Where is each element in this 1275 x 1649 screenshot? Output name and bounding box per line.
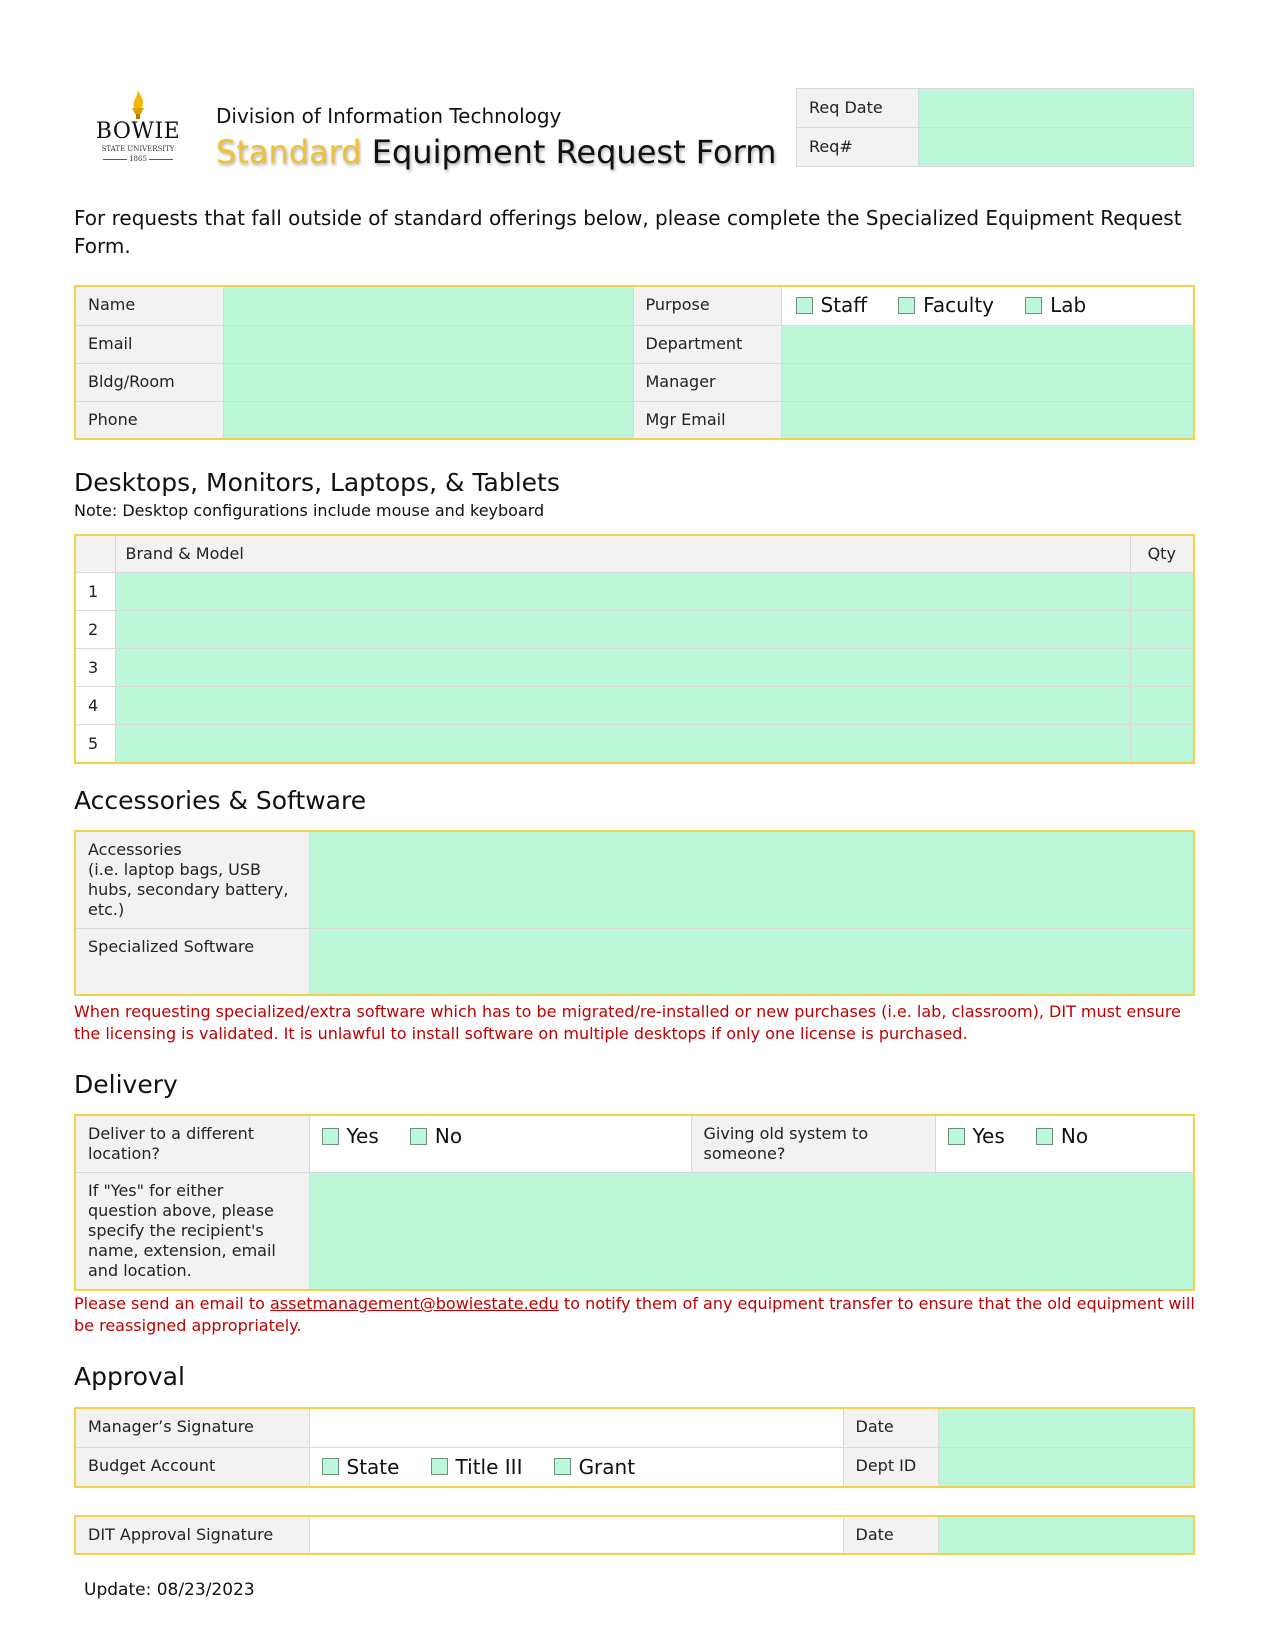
approval-date-label: Date xyxy=(843,1408,938,1447)
asset-management-email-link[interactable]: assetmanagement@bowiestate.edu xyxy=(269,1294,559,1313)
request-id-table xyxy=(796,88,1194,167)
row-number-header xyxy=(75,535,115,573)
delivery-heading: Delivery xyxy=(74,1070,178,1099)
accessories-field[interactable] xyxy=(309,831,1194,929)
grant-checkbox[interactable] xyxy=(554,1458,571,1475)
brand-model-field[interactable] xyxy=(115,649,1130,687)
email-label: Email xyxy=(75,325,223,363)
purpose-label: Purpose xyxy=(633,286,781,325)
department-label: Department xyxy=(633,325,781,363)
qty-field[interactable] xyxy=(1130,725,1194,764)
torch-flame-icon xyxy=(123,88,153,120)
title-iii-checkbox[interactable] xyxy=(431,1458,448,1475)
qty-field[interactable] xyxy=(1130,573,1194,611)
requester-table xyxy=(74,285,1195,440)
req-number-field[interactable] xyxy=(919,128,1194,167)
giving-options xyxy=(935,1115,1194,1173)
lab-checkbox[interactable] xyxy=(1025,297,1042,314)
purpose-lab-option[interactable]: Lab xyxy=(1025,293,1086,317)
manager-field[interactable] xyxy=(781,363,1194,401)
staff-checkbox[interactable] xyxy=(796,297,813,314)
approval-table xyxy=(74,1407,1195,1488)
dit-approval-table xyxy=(74,1515,1195,1555)
budget-state-option[interactable]: State xyxy=(322,1455,400,1479)
recipient-details-label: If "Yes" for either question above, please specify the recipient's name, extension, email and location. xyxy=(75,1173,309,1291)
specialized-software-label: Specialized Software xyxy=(75,929,309,995)
dept-id-field[interactable] xyxy=(938,1447,1194,1487)
phone-label: Phone xyxy=(75,401,223,439)
licensing-warning: When requesting specialized/extra software which has to be migrated/re-installed or new purchases (i.e. lab, classroom), DIT must ensure the licensing is validated. It is unlawful to install software on multiple desktops if only one license is purchased. xyxy=(74,1002,1181,1043)
brand-model-field[interactable] xyxy=(115,611,1130,649)
budget-grant-option[interactable]: Grant xyxy=(554,1455,636,1479)
mgr-email-field[interactable] xyxy=(781,401,1194,439)
deliver-no-option[interactable]: No xyxy=(410,1124,462,1148)
desktops-table xyxy=(74,534,1195,764)
logo-name: BOWIE xyxy=(95,119,181,144)
qty-field[interactable] xyxy=(1130,687,1194,725)
qty-field[interactable] xyxy=(1130,649,1194,687)
logo-subtitle: STATE UNIVERSITY xyxy=(101,145,175,153)
budget-title-iii-option[interactable]: Title III xyxy=(431,1455,523,1479)
req-date-field[interactable] xyxy=(919,89,1194,128)
form-title xyxy=(216,132,776,172)
deliver-yes-checkbox[interactable] xyxy=(322,1128,339,1145)
name-label: Name xyxy=(75,286,223,325)
recipient-details-field[interactable] xyxy=(309,1173,1194,1291)
approval-heading: Approval xyxy=(74,1362,185,1391)
budget-options xyxy=(309,1447,843,1487)
dept-id-label: Dept ID xyxy=(843,1447,938,1487)
phone-field[interactable] xyxy=(223,401,633,439)
faculty-checkbox[interactable] xyxy=(898,297,915,314)
purpose-options xyxy=(781,286,1194,325)
dit-date-label: Date xyxy=(843,1516,938,1554)
email-field[interactable] xyxy=(223,325,633,363)
form-title-accent: Standard xyxy=(216,133,362,171)
req-date-label: Req Date xyxy=(797,89,919,128)
desktops-note: Note: Desktop configurations include mouse and keyboard xyxy=(74,501,545,520)
purpose-staff-option[interactable]: Staff xyxy=(796,293,868,317)
brand-model-field[interactable] xyxy=(115,687,1130,725)
giving-no-checkbox[interactable] xyxy=(1036,1128,1053,1145)
update-date: Update: 08/23/2023 xyxy=(84,1580,255,1600)
giving-no-option[interactable]: No xyxy=(1036,1124,1088,1148)
manager-signature-label: Manager’s Signature xyxy=(75,1408,309,1447)
row-number: 1 xyxy=(75,573,115,611)
name-field[interactable] xyxy=(223,286,633,325)
department-field[interactable] xyxy=(781,325,1194,363)
logo xyxy=(90,88,186,168)
budget-account-label: Budget Account xyxy=(75,1447,309,1487)
giving-old-system-label: Giving old system to someone? xyxy=(691,1115,935,1173)
state-checkbox[interactable] xyxy=(322,1458,339,1475)
bldg-room-field[interactable] xyxy=(223,363,633,401)
logo-year: 1865 xyxy=(90,154,186,164)
deliver-different-location-label: Deliver to a different location? xyxy=(75,1115,309,1173)
division-name: Division of Information Technology xyxy=(216,104,562,128)
row-number: 4 xyxy=(75,687,115,725)
intro-text: For requests that fall outside of standard offerings below, please complete the Specialized Equipment Request Form. xyxy=(74,206,1182,258)
deliver-yes-option[interactable]: Yes xyxy=(322,1124,379,1148)
dit-signature-field[interactable] xyxy=(309,1516,843,1554)
giving-yes-checkbox[interactable] xyxy=(948,1128,965,1145)
dit-date-field[interactable] xyxy=(938,1516,1194,1554)
qty-header: Qty xyxy=(1130,535,1194,573)
deliver-options xyxy=(309,1115,691,1173)
qty-field[interactable] xyxy=(1130,611,1194,649)
delivery-table xyxy=(74,1114,1195,1291)
req-number-label: Req# xyxy=(797,128,919,167)
bldg-room-label: Bldg/Room xyxy=(75,363,223,401)
accessories-table xyxy=(74,830,1195,996)
dit-signature-label: DIT Approval Signature xyxy=(75,1516,309,1554)
row-number: 2 xyxy=(75,611,115,649)
approval-date-field[interactable] xyxy=(938,1408,1194,1447)
desktops-heading: Desktops, Monitors, Laptops, & Tablets xyxy=(74,468,560,497)
purpose-faculty-option[interactable]: Faculty xyxy=(898,293,994,317)
deliver-no-checkbox[interactable] xyxy=(410,1128,427,1145)
accessories-label: Accessories (i.e. laptop bags, USB hubs, secondary battery, etc.) xyxy=(75,831,309,929)
form-title-rest: Equipment Request Form xyxy=(371,133,777,171)
accessories-heading: Accessories & Software xyxy=(74,786,367,815)
brand-model-field[interactable] xyxy=(115,725,1130,764)
brand-model-header: Brand & Model xyxy=(115,535,1130,573)
transfer-notice: Please send an email to assetmanagement@bowiestate.edu to notify them of any equipment transfer to ensure that the old equipment will be reassigned appropriately. xyxy=(74,1294,1195,1335)
manager-label: Manager xyxy=(633,363,781,401)
brand-model-field[interactable] xyxy=(115,573,1130,611)
manager-signature-field[interactable] xyxy=(309,1408,843,1447)
giving-yes-option[interactable]: Yes xyxy=(948,1124,1005,1148)
row-number: 3 xyxy=(75,649,115,687)
specialized-software-field[interactable] xyxy=(309,929,1194,995)
row-number: 5 xyxy=(75,725,115,764)
mgr-email-label: Mgr Email xyxy=(633,401,781,439)
